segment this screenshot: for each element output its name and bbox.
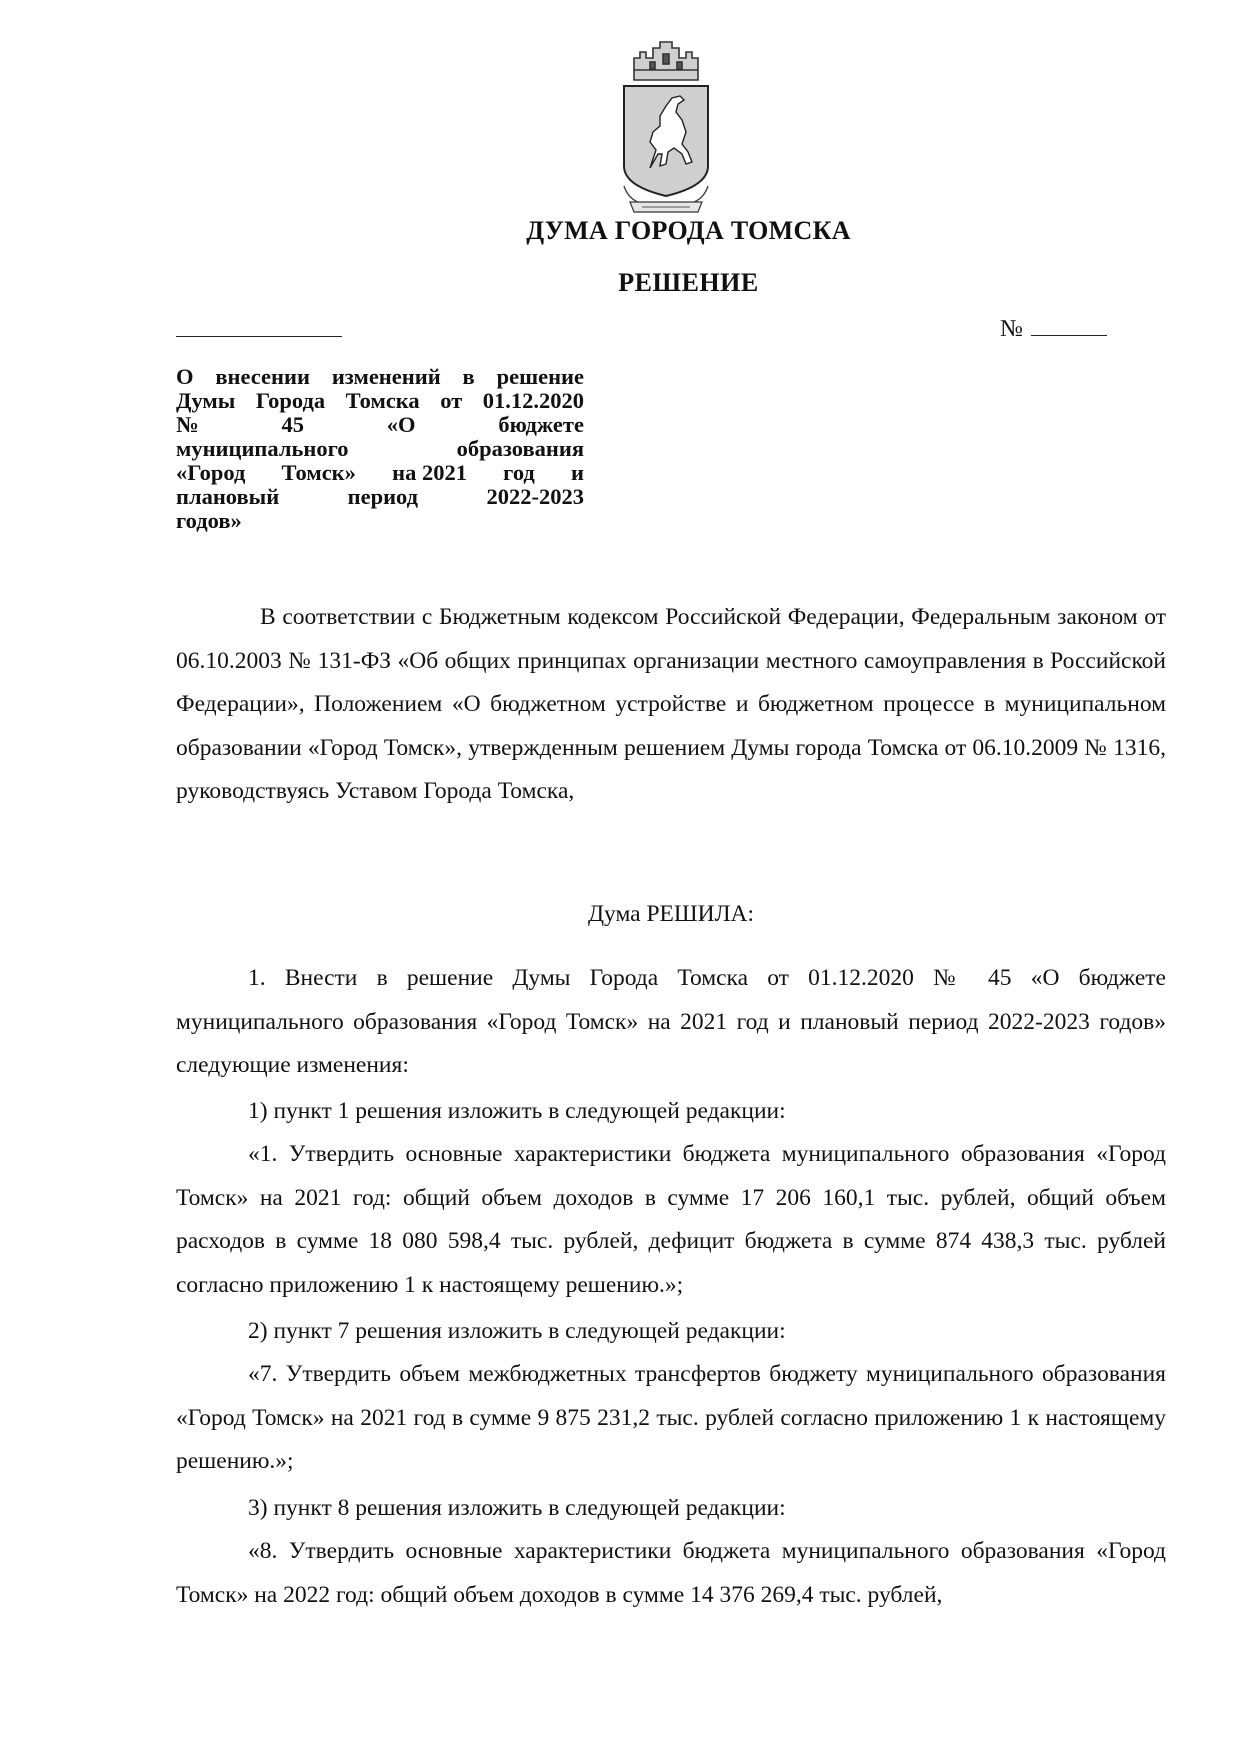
subject-word: 45 [281,412,304,437]
subject-word: Думы [176,388,236,413]
subject-word: «О [386,412,416,437]
number-label: № [1000,316,1023,342]
subject-heading [176,365,584,533]
body-paragraph: 3) пункт 8 решения изложить в следующей редакции: [248,1495,786,1521]
subject-line [176,413,584,437]
subject-word: Томска [345,388,420,413]
decision-heading: Дума РЕШИЛА: [587,901,755,927]
subject-word: бюджете [498,412,584,437]
body-paragraph: «1. Утвердить основные характеристики бюджета муниципального образования «Город Томск» на 2021 год: общий объем доходов в сумме 17 206 160,1 тыс. рублей, общий объем расходов в сумме 18 080 598,4 тыс. рублей, дефицит бюджета в сумме 874 438,3 тыс. рублей согласно приложению 1 к настоящему решению.»; [176,1141,1166,1298]
body-paragraph: 1) пункт 1 решения изложить в следующей редакции: [248,1098,786,1124]
subject-word: год [503,460,535,485]
subject-word: изменений [331,364,441,389]
body-paragraph: 1. Внести в решение Думы Города Томска от 01.12.2020 № 45 «О бюджете муниципального образования «Город Томск» на 2021 год и плановый период 2022-2023 годов» следующие изменения: [176,965,1166,1078]
subject-word: период [347,484,419,509]
subject-word: внесении [215,364,310,389]
subject-line [176,389,584,413]
subject-word: годов» [176,508,242,533]
subject-word: 01.12.2020 [482,388,584,413]
subject-word: муниципального [176,436,349,461]
body-paragraph: 2) пункт 7 решения изложить в следующей редакции: [248,1318,786,1344]
tomsk-coat-of-arms-icon [620,36,712,216]
body-paragraph: «8. Утвердить основные характеристики бюджета муниципального образования «Город Томск» на 2022 год: общий объем доходов в сумме 14 376 269,4 тыс. рублей, [176,1538,1166,1608]
subject-line [176,509,584,533]
document-number [1000,316,1107,343]
subject-word: и [571,460,584,485]
subject-word: О [176,364,194,389]
subject-word: 2022-2023 [486,484,584,509]
document-type: РЕШЕНИЕ [618,268,759,297]
subject-line [176,437,584,461]
date-blank-line [176,336,342,337]
subject-word: Томск» [281,460,356,485]
subject-line [176,365,584,389]
subject-word: № [176,412,199,437]
preamble-paragraph: В соответствии с Бюджетным кодексом Российской Федерации, Федеральным законом от 06.10.2003 № 131-ФЗ «Об общих принципах организации местного самоуправления в Российской Федерации», Положением «О бюджетном устройстве и бюджетном процессе в муниципальном образовании «Город Томск», утвержденным решением Думы города Томска от 06.10.2009 № 1316, руководствуясь Уставом Города Томска, [176,604,1166,804]
organization-title: ДУМА ГОРОДА ТОМСКА [526,216,851,245]
subject-word: от [440,388,463,413]
subject-word: на 2021 [392,460,467,485]
subject-word: решение [496,364,584,389]
subject-line [176,461,584,485]
number-blank-line [1031,317,1107,336]
subject-word: в [462,364,475,389]
subject-word: Города [255,388,326,413]
subject-word: плановый [176,484,280,509]
subject-line [176,485,584,509]
subject-word: образования [456,436,584,461]
subject-word: «Город [176,460,246,485]
body-paragraph: «7. Утвердить объем межбюджетных трансфертов бюджету муниципального образования «Город Томск» на 2021 год в сумме 9 875 231,2 тыс. рублей согласно приложению 1 к настоящему решению.»; [176,1361,1166,1474]
